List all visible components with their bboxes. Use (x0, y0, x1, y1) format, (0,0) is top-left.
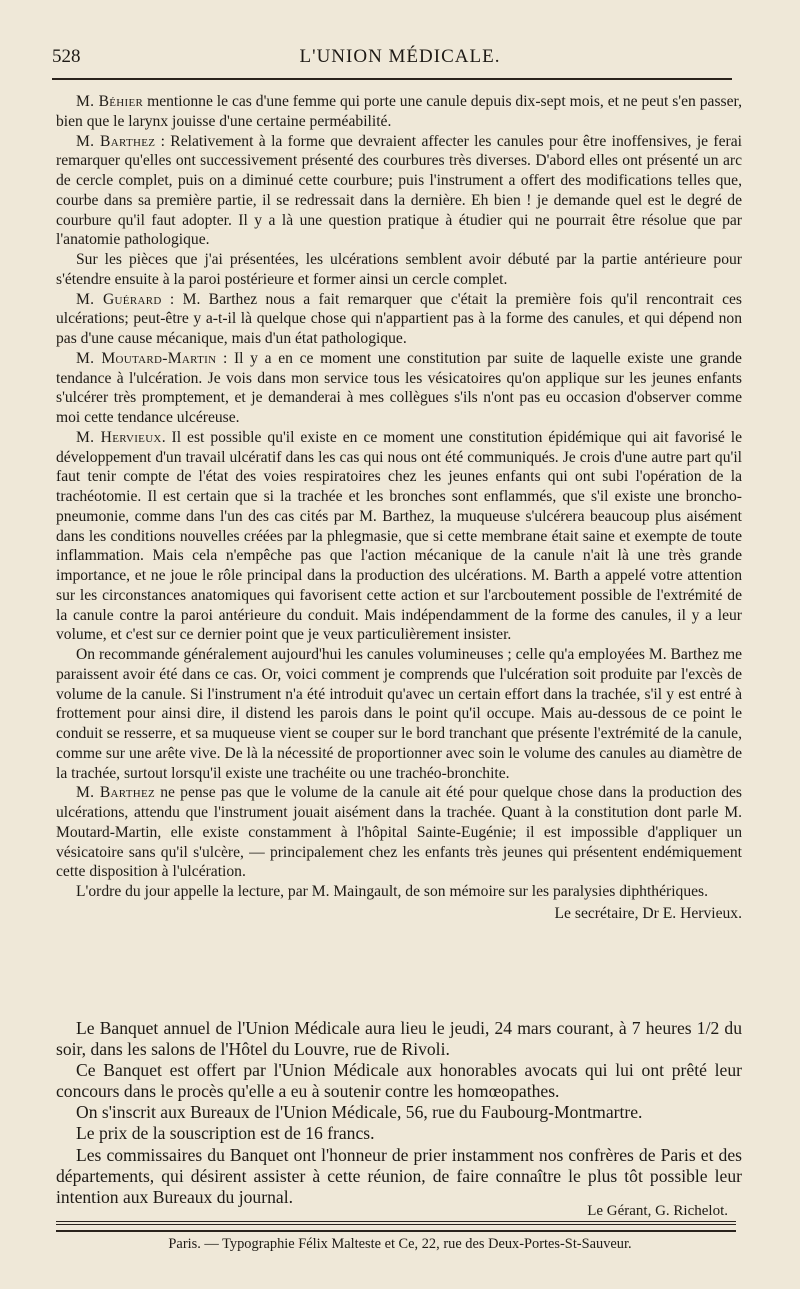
paragraph-text: mentionne le cas d'une femme qui porte une canule depuis dix-sept mois, et ne peut s'en passer, bien que le larynx jouisse d'une certaine perméabilité. (56, 93, 742, 130)
paragraph (56, 349, 742, 428)
running-title: L'UNION MÉDICALE. (299, 46, 501, 67)
paragraph (56, 882, 742, 902)
page-header (52, 46, 748, 72)
paragraph (56, 645, 742, 783)
footer-rule-double (56, 1224, 736, 1225)
paragraph-text: Sur les pièces que j'ai présentées, les ulcérations semblent avoir débuté par la partie antérieure pour s'étendre ensuite à la paroi postérieure et former ainsi un cercle complet. (56, 251, 742, 288)
banquet-notice (56, 1018, 742, 1208)
notice-paragraph: On s'inscrit aux Bureaux de l'Union Médicale, 56, rue du Faubourg-Montmartre. (76, 1102, 643, 1123)
paragraph-text: On recommande généralement aujourd'hui les canules volumineuses ; celle qu'a employées M. Barthez me paraissent avoir été dans ce cas. Or, voici comment je comprends que l'ulcération soit produite par l'excès de volume de la canule. Si l'instrument n'a été introduit qu'avec un certain effort dans la trachée, s'il y est entré à frottement pour ainsi dire, il distend les parois dans le point qu'il occupe. Mais au-dessous de ce point le conduit se resserre, et sa muqueuse vient se couper sur le bord tranchant que présente l'extrémité de la canule, comme sur une arête vive. De là la nécessité de proportionner avec soin le volume des canules au diamètre de la trachée, surtout lorsqu'il existe une trachéite ou une trachéo-bronchite. (56, 646, 742, 782)
paragraph (56, 290, 742, 349)
paragraph (56, 783, 742, 882)
speaker-name: M. Hervieux (76, 428, 162, 446)
paragraph-text: L'ordre du jour appelle la lecture, par M. Maingault, de son mémoire sur les paralysies diphthériques. (76, 883, 709, 900)
printer-imprint: Paris. — Typographie Félix Malteste et Ce, 22, rue des Deux-Portes-St-Sauveur. (168, 1236, 632, 1252)
paragraph (56, 92, 742, 132)
speaker-name: M. Moutard-Martin (76, 349, 217, 367)
speaker-name: M. Barthez (76, 132, 156, 150)
paragraph-text: : Il y a en ce moment une constitution par suite de laquelle existe une grande tendance à l'ulcération. Je vois dans mon service tous les vésicatoires qu'on applique sur les jeunes enfants s'ulcérer très promptement, et je demanderai à mes collègues s'ils n'ont pas eu occasion d'observer comme moi cette tendance ulcéreuse. (56, 349, 742, 426)
secretary-signature: Le secrétaire, Dr E. Hervieux. (554, 904, 742, 922)
paragraph-text: : Relativement à la forme que devraient affecter les canules pour être inoffensives, je ferai remarquer qu'elles ont successivement présenté des courbures très diverses. D'abord elles ont présenté un arc de cercle complet, puis on a diminué cette courbure; puis l'instrument a offert des modifications telles que, courbe dans sa première partie, il se redressait dans la dernière. Eh bien ! je demande quel est le degré de courbure qu'il faut adopter. Il y a là une question pratique à étudier qui ne pourrait être résolue que par l'anatomie pathologique. (56, 132, 742, 249)
speaker-name: M. Béhier (76, 93, 144, 110)
minutes-body (56, 92, 742, 924)
speaker-name: M. Guérard (76, 290, 162, 308)
notice-paragraph: Ce Banquet est offert par l'Union Médicale aux honorables avocats qui lui ont prêté leur concours dans le procès qu'elle a eu à soutenir contre les homœopathes. (56, 1060, 742, 1102)
paragraph (56, 428, 742, 645)
page-number: 528 (52, 46, 81, 67)
notice-paragraph: Le Banquet annuel de l'Union Médicale aura lieu le jeudi, 24 mars courant, à 7 heures 1/2 du soir, dans les salons de l'Hôtel du Louvre, rue de Rivoli. (56, 1018, 742, 1060)
paragraph-text: ne pense pas que le volume de la canule ait été pour quelque chose dans la production des ulcérations, attendu que l'instrument jouait aisément dans la trachée. Quant à la constitution dont parle M. Moutard-Martin, elle existe constamment à l'hôpital Sainte-Eugénie; il est impossible d'appliquer un vésicatoire sans qu'il s'ulcère, — principalement chez les enfants très jeunes qui présentent endémiquement cette disposition à l'ulcération. (56, 784, 742, 881)
footer-rule (56, 1221, 736, 1222)
gerant-signature: Le Gérant, G. Richelot. (587, 1203, 728, 1219)
paragraph-text: . Il est possible qu'il existe en ce moment une constitution épidémique qui ait favorisé le développement d'un travail ulcératif dans les cas qui nous ont été communiqués. Je crois d'une autre part qu'il faut tenir compte de l'état des voies respiratoires chez les jeunes enfants qui ont subi l'opération de la trachéotomie. Il est certain que si la trachée et les bronches sont enflammés, que s'il existe une broncho-pneumonie, comme dans l'un des cas cités par M. Barthez, la muqueuse s'ulcérera beaucoup plus aisément dans les conditions nouvelles créées par la phlegmasie, que si cette membrane était saine et exempte de toute inflammation. Mais cela n'empêche pas que l'action mécanique de la canule n'ait là une très grande importance, et ne joue le rôle principal dans la production des ulcérations. M. Barth a appelé votre attention sur les circonstances anatomiques qui favorisent cette action et sur l'arcboutement possible de l'extrémité de la canule contre la paroi antérieure du conduit. Mais indépendamment de la forme des canules, il y a leur volume, et c'est sur ce dernier point que je veux particulièrement insister. (56, 428, 742, 644)
notice-paragraph: Les commissaires du Banquet ont l'honneur de prier instamment nos confrères de Paris et des départements, qui désirent assister à cette réunion, de faire connaître le plus tôt possible leur intention aux Bureaux du journal. (56, 1144, 742, 1207)
paragraph (56, 132, 742, 251)
notice-paragraph: Le prix de la souscription est de 16 francs. (76, 1123, 375, 1144)
header-rule (52, 78, 732, 80)
paragraph (56, 250, 742, 290)
speaker-name: M. Barthez (76, 784, 156, 802)
footer-rule-bottom (56, 1230, 736, 1232)
paragraph-text: : M. Barthez nous a fait remarquer que c'était la première fois qu'il rencontrait ces ulcérations; peut-être y a-t-il là quelque chose qui n'appartient pas à la forme des canules, et qui dépend non pas d'une cause mécanique, mais d'un état pathologique. (56, 290, 742, 347)
